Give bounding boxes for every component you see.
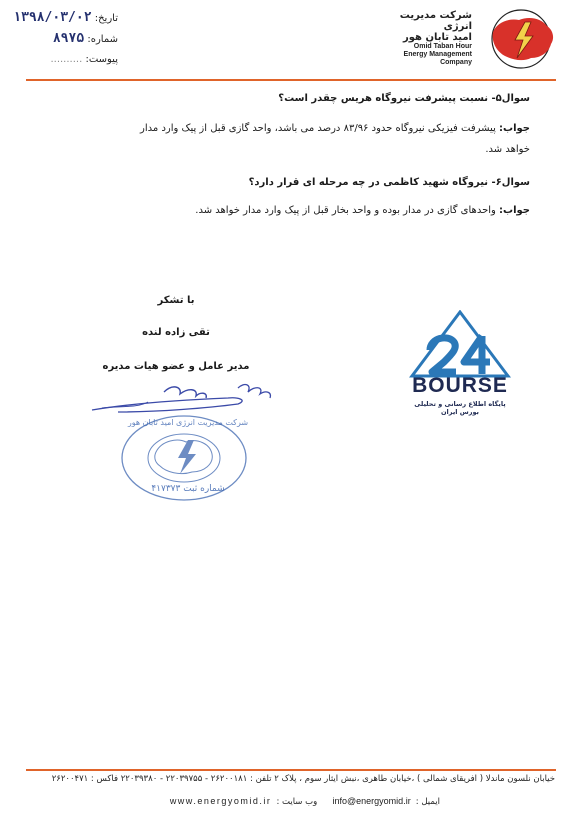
answer-5-line-1: پیشرفت فیزیکی نیروگاه حدود ۸۳/۹۶ درصد می باشد، واحد گازی قبل از پیک وارد مدار (140, 123, 496, 134)
bourse-caption: پایگاه اطلاع رسانی و تحلیلی بورس ایران (414, 400, 506, 416)
footer-contact (130, 789, 440, 808)
answer-5-line-2: خواهد شد. (485, 144, 530, 155)
signatory-name: تقی زاده لنده (142, 327, 210, 338)
company-logo-icon (475, 8, 567, 70)
bourse-brand: BOURSE (412, 374, 508, 397)
web-value[interactable]: www.energyomid.ir (169, 796, 272, 806)
answer-6-label: جواب: (499, 205, 530, 216)
answer-6-line-1: واحدهای گازی در مدار بوده و واحد بخار قبل از پیک وارد مدار خواهد شد. (195, 205, 496, 216)
stamp-text: شرکت مدیریت انرژی امید تابان هور (127, 418, 249, 427)
header-rule (26, 79, 556, 81)
question-5: سوال۵- نسبت پیشرفت نیروگاه هریس چقدر است؟ (278, 93, 530, 104)
answer-5-label: جواب: (499, 123, 530, 134)
date-line (13, 10, 118, 25)
company-name-en-3: Company (440, 59, 472, 66)
answer-5 (40, 118, 530, 160)
company-name (395, 10, 472, 67)
company-name-fa-1: شرکت مدیریت انرژی (399, 10, 472, 32)
company-name-en-2: Energy Management (403, 51, 472, 58)
signatory-title: مدیر عامل و عضو هیات مدیره (102, 361, 250, 372)
footer-rule (26, 769, 556, 771)
number-label: شماره: (87, 34, 118, 45)
email-label: ایمیل : (415, 797, 440, 807)
web-label: وب سایت : (276, 797, 318, 807)
bourse-logo-icon (408, 310, 512, 378)
company-name-fa-2: امید تابان هور (403, 32, 472, 43)
company-name-en-1: Omid Taban Hour (413, 43, 472, 50)
date-value: ۱۳۹۸/۰۳/۰۲ (13, 10, 92, 25)
email-value[interactable]: info@energyomid.ir (332, 796, 411, 806)
closing: با تشکر (157, 295, 195, 306)
date-label: تاریخ: (94, 13, 118, 24)
question-6: سوال۶- نیروگاه شهید کاظمی در چه مرحله ای قرار دارد؟ (248, 177, 530, 188)
number-line (18, 31, 118, 46)
footer-address: خیابان نلسون ماندلا ( افریقای شمالی ) ،خیابان طاهری ،نبش ایثار سوم ، پلاک ۲ تلفن : ۲۶۲۰۰۱۸۱ - ۲۲۰۳۹۷۵۵ - ۲۲۰۳۹۳۸۰ فاکس : ۲۶۲۰۰۴۷۱ (51, 774, 555, 784)
attachment-label: پیوست: (85, 54, 118, 65)
answer-6 (40, 200, 530, 221)
stamp-number: شماره ثبت ۴۱۷۳۷۳ (151, 484, 225, 494)
attachment-line: پیوست: .......... (50, 54, 118, 65)
number-value: ۸۹۷۵ (52, 31, 85, 46)
